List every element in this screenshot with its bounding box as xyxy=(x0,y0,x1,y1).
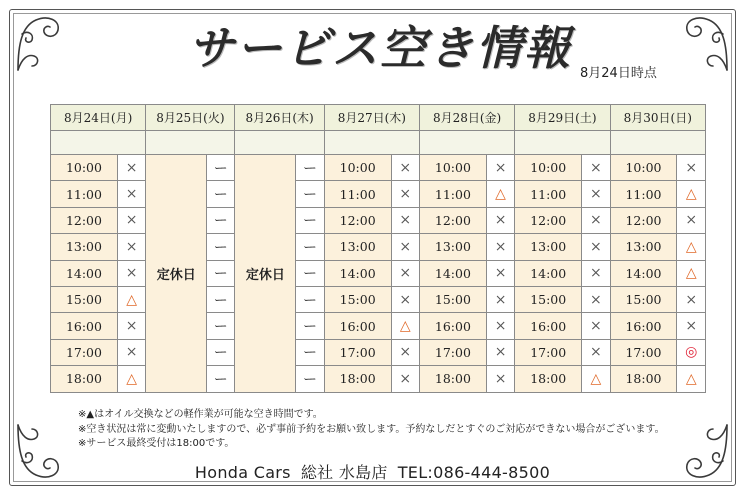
notes xyxy=(78,408,665,452)
availability-mark: × xyxy=(582,286,610,312)
availability-mark: △ xyxy=(117,366,145,392)
availability-mark: × xyxy=(486,260,514,286)
availability-mark: × xyxy=(582,207,610,233)
spacer-cell xyxy=(610,131,705,155)
availability-mark: × xyxy=(486,207,514,233)
slot-time: 12:00 xyxy=(419,207,486,233)
availability-mark: ー xyxy=(207,339,235,365)
day-header: 8月30日(日) xyxy=(610,105,705,131)
slot-time: 10:00 xyxy=(324,155,391,181)
slot-time: 10:00 xyxy=(515,155,582,181)
availability-mark: △ xyxy=(486,181,514,207)
availability-mark: ー xyxy=(296,260,324,286)
day-header: 8月28日(金) xyxy=(419,105,514,131)
day-header: 8月26日(木) xyxy=(235,105,324,131)
note-line: ※空き状況は常に変動いたしますので、必ず事前予約をお願い致します。予約なしだとすぐのご対応ができない場合がございます。 xyxy=(78,423,665,435)
availability-mark: ー xyxy=(296,339,324,365)
closed-day-label: 定休日 xyxy=(146,155,207,393)
availability-mark: △ xyxy=(677,234,706,260)
corner-ornament-icon xyxy=(14,14,74,74)
availability-mark: × xyxy=(391,260,419,286)
availability-mark: × xyxy=(677,207,706,233)
schedule-table xyxy=(50,104,706,393)
availability-mark: △ xyxy=(582,366,610,392)
footer xyxy=(0,460,745,483)
availability-mark: ー xyxy=(296,313,324,339)
slot-time: 18:00 xyxy=(324,366,391,392)
availability-mark: × xyxy=(117,339,145,365)
spacer-cell xyxy=(51,131,146,155)
slot-time: 17:00 xyxy=(51,339,118,365)
day-header: 8月29日(土) xyxy=(515,105,610,131)
slot-time: 15:00 xyxy=(419,286,486,312)
availability-mark: × xyxy=(486,366,514,392)
slot-time: 14:00 xyxy=(610,260,677,286)
closed-day-label: 定休日 xyxy=(235,155,296,393)
availability-mark: ー xyxy=(207,313,235,339)
availability-mark: × xyxy=(391,155,419,181)
slot-time: 16:00 xyxy=(515,313,582,339)
availability-mark: × xyxy=(117,207,145,233)
slot-time: 15:00 xyxy=(51,286,118,312)
availability-mark: ー xyxy=(296,366,324,392)
availability-mark: ー xyxy=(296,234,324,260)
time-slot-row xyxy=(51,155,706,181)
availability-mark: × xyxy=(677,155,706,181)
dealer-phone: TEL:086-444-8500 xyxy=(397,463,551,482)
availability-mark: × xyxy=(486,286,514,312)
slot-time: 17:00 xyxy=(324,339,391,365)
page-title: サービス空き情報 xyxy=(188,21,572,75)
slot-time: 14:00 xyxy=(51,260,118,286)
availability-mark: × xyxy=(486,339,514,365)
slot-time: 11:00 xyxy=(324,181,391,207)
slot-time: 16:00 xyxy=(610,313,677,339)
availability-mark: ー xyxy=(296,207,324,233)
spacer-cell xyxy=(419,131,514,155)
slot-time: 10:00 xyxy=(419,155,486,181)
availability-mark: ー xyxy=(207,207,235,233)
slot-time: 12:00 xyxy=(51,207,118,233)
slot-time: 10:00 xyxy=(51,155,118,181)
availability-mark: ー xyxy=(207,286,235,312)
slot-time: 17:00 xyxy=(419,339,486,365)
note-line: ※▲はオイル交換などの軽作業が可能な空き時間です。 xyxy=(78,409,323,420)
availability-mark: ー xyxy=(296,155,324,181)
corner-ornament-icon xyxy=(671,14,731,74)
spacer-cell xyxy=(515,131,610,155)
availability-mark: × xyxy=(582,260,610,286)
slot-time: 15:00 xyxy=(324,286,391,312)
slot-time: 16:00 xyxy=(51,313,118,339)
slot-time: 18:00 xyxy=(51,366,118,392)
availability-mark: × xyxy=(582,313,610,339)
availability-mark: × xyxy=(117,181,145,207)
day-header: 8月27日(木) xyxy=(324,105,419,131)
spacer-cell xyxy=(324,131,419,155)
slot-time: 15:00 xyxy=(515,286,582,312)
day-header: 8月24日(月) xyxy=(51,105,146,131)
slot-time: 12:00 xyxy=(610,207,677,233)
availability-mark: × xyxy=(117,155,145,181)
dealer-branch: 総社 水島店 xyxy=(300,463,388,482)
availability-mark: × xyxy=(391,234,419,260)
availability-mark: ー xyxy=(296,181,324,207)
availability-mark: × xyxy=(391,339,419,365)
availability-mark: × xyxy=(486,234,514,260)
slot-time: 13:00 xyxy=(51,234,118,260)
day-header-row xyxy=(51,105,706,131)
as-of-date: 8月24日時点 xyxy=(580,66,657,81)
note-line: ※サービス最終受付は18:00です。 xyxy=(78,438,235,449)
dealer-brand: Honda Cars xyxy=(194,463,291,482)
slot-time: 17:00 xyxy=(515,339,582,365)
day-header: 8月25日(火) xyxy=(146,105,235,131)
slot-time: 13:00 xyxy=(419,234,486,260)
slot-time: 14:00 xyxy=(515,260,582,286)
availability-mark: × xyxy=(677,286,706,312)
availability-mark: × xyxy=(391,181,419,207)
spacer-cell xyxy=(235,131,324,155)
availability-mark: × xyxy=(117,313,145,339)
availability-mark: ー xyxy=(207,181,235,207)
availability-mark: × xyxy=(486,313,514,339)
availability-mark: ー xyxy=(207,155,235,181)
availability-mark: △ xyxy=(117,286,145,312)
slot-time: 11:00 xyxy=(419,181,486,207)
slot-time: 10:00 xyxy=(610,155,677,181)
slot-time: 16:00 xyxy=(324,313,391,339)
availability-mark: △ xyxy=(391,313,419,339)
spacer-row xyxy=(51,131,706,155)
slot-time: 18:00 xyxy=(515,366,582,392)
spacer-cell xyxy=(146,131,235,155)
slot-time: 18:00 xyxy=(610,366,677,392)
slot-time: 11:00 xyxy=(610,181,677,207)
availability-mark: ◎ xyxy=(677,339,706,365)
slot-time: 14:00 xyxy=(324,260,391,286)
slot-time: 14:00 xyxy=(419,260,486,286)
slot-time: 13:00 xyxy=(515,234,582,260)
availability-mark: ー xyxy=(296,286,324,312)
availability-mark: △ xyxy=(677,260,706,286)
slot-time: 12:00 xyxy=(324,207,391,233)
availability-mark: × xyxy=(117,234,145,260)
availability-mark: ー xyxy=(207,366,235,392)
availability-mark: × xyxy=(582,339,610,365)
availability-mark: × xyxy=(582,181,610,207)
slot-time: 11:00 xyxy=(51,181,118,207)
availability-mark: × xyxy=(391,286,419,312)
slot-time: 17:00 xyxy=(610,339,677,365)
slot-time: 13:00 xyxy=(324,234,391,260)
availability-mark: ー xyxy=(207,234,235,260)
availability-mark: ー xyxy=(207,260,235,286)
availability-mark: × xyxy=(677,313,706,339)
slot-time: 15:00 xyxy=(610,286,677,312)
slot-time: 11:00 xyxy=(515,181,582,207)
availability-mark: △ xyxy=(677,181,706,207)
slot-time: 16:00 xyxy=(419,313,486,339)
availability-mark: × xyxy=(582,155,610,181)
availability-mark: × xyxy=(486,155,514,181)
slot-time: 12:00 xyxy=(515,207,582,233)
availability-mark: △ xyxy=(677,366,706,392)
availability-mark: × xyxy=(117,260,145,286)
slot-time: 18:00 xyxy=(419,366,486,392)
availability-mark: × xyxy=(391,366,419,392)
availability-mark: × xyxy=(391,207,419,233)
availability-mark: × xyxy=(582,234,610,260)
slot-time: 13:00 xyxy=(610,234,677,260)
